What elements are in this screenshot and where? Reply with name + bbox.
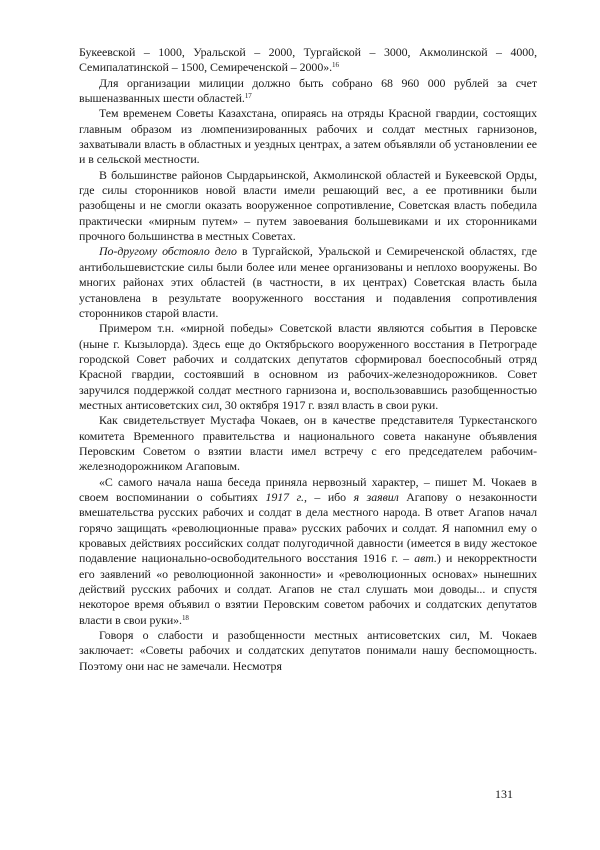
paragraph bbox=[79, 106, 537, 167]
text-run: Тем временем Советы Казахстана, опираясь на отряды Красной гвардии, состоящих главным образом из люмпенизированных рабочих и солдат местных гарнизонов, захватывали власть в областных и уездных центрах, а затем объявляли об установлении ее и в сельской местности. bbox=[79, 106, 537, 167]
text-run: По-другому обстояло дело bbox=[99, 244, 237, 259]
text-run: авт. bbox=[414, 551, 437, 566]
text-run: Примером т.н. «мирной победы» Советской власти являются события в Перовске (ныне г. Кызылорда). Здесь еще до Октябрьского вооруженного восстания в Петрограде городской Совет рабочих и солдатских депутатов сформировал боеспособный отряд Красной гвардии, состоявший в основном из рабочих-железнодорожников. Совет заручился поддержкой солдат местного гарнизона и, воспользовавшись разобщенностью местных антисоветских сил, 30 октября 1917 г. взял власть в свои руки. bbox=[79, 321, 537, 412]
paragraph bbox=[79, 76, 537, 107]
paragraph bbox=[79, 475, 537, 628]
footnote-ref: 18 bbox=[181, 613, 189, 622]
text-run: Говоря о слабости и разобщенности местных антисоветских сил, М. Чокаев заключает: «Советы рабочих и солдатских депутатов понимали нашу беспомощность. Поэтому они нас не замечали. Несмотря bbox=[79, 628, 537, 673]
text-run: В большинстве районов Сырдарьинской, Акмолинской областей и Букеевской Орды, где силы сторонников новой власти имели решающий вес, а ее противники были разобщены и не смогли оказать вооруженное сопротивление, Советская власть победила практически «мирным путем» – путем завоевания большевиками и их сторонниками прочного большинства в местных Советах. bbox=[79, 167, 537, 244]
text-run: «С самого начала наша беседа приняла нервозный характер, – пишет М. Чокаев в своем воспоминании о событиях bbox=[79, 474, 537, 504]
text-run: – ибо bbox=[306, 489, 354, 504]
text-run: Для организации милиции должно быть собрано 68 960 000 рублей за счет вышеназванных шести областей. bbox=[79, 75, 537, 106]
text-run: я заявил bbox=[353, 489, 399, 504]
footnote-ref: 17 bbox=[244, 92, 252, 101]
paragraph bbox=[79, 413, 537, 474]
body-text bbox=[79, 45, 537, 674]
text-run: в Тургайской, Уральской и Семиреченской областях, где антибольшевистские силы были более или менее организованы и неплохо вооружены. Во многих районах этих областей (в частности, в их центрах) Советская власть была установлена в результате вооруженного восстания и подавления сопротивления сторонников старой власти. bbox=[79, 244, 537, 320]
paragraph bbox=[79, 321, 537, 413]
paragraph bbox=[79, 244, 537, 321]
page-number: 131 bbox=[495, 787, 513, 801]
text-run: Как свидетельствует Мустафа Чокаев, он в качестве представителя Туркестанского комитета Временного правительства и национального совета накануне объявления Перовским Советом о взятии власти имел встречу с его председателем рабочим-железнодорожником Агаповым. bbox=[79, 413, 537, 474]
text-run: 1917 г., bbox=[265, 489, 307, 504]
paragraph bbox=[79, 628, 537, 674]
text-run: Агапову о незаконности вмешательства русских рабочих и солдат в дела местного народа. В ответ Агапов начал горячо защищать «революционные права» русских рабочих и солдат. Я напомнил ему о кровавых действиях российских солдат полугодичной давности (имеется в виду жестокое подавление национально-освободительного восстания 1916 г. – bbox=[79, 489, 538, 566]
paragraph bbox=[79, 45, 537, 76]
text-run: Букеевской – 1000, Уральской – 2000, Тургайской – 3000, Акмолинской – 4000, Семипалатинской – 1500, Семиреченской – 2000». bbox=[79, 45, 537, 75]
footnote-ref: 16 bbox=[332, 61, 339, 70]
paragraph bbox=[79, 168, 537, 245]
text-run: ) и некорректности его заявлений «о революционной законности» и «революционных основах» нынешних действий русских рабочих и солдат. Агапов не стал слушать мои доводы... и спустя некоторое время объявил о взятии Перовским советом рабочих и солдатских депутатов власти в свои руки». bbox=[79, 551, 537, 627]
